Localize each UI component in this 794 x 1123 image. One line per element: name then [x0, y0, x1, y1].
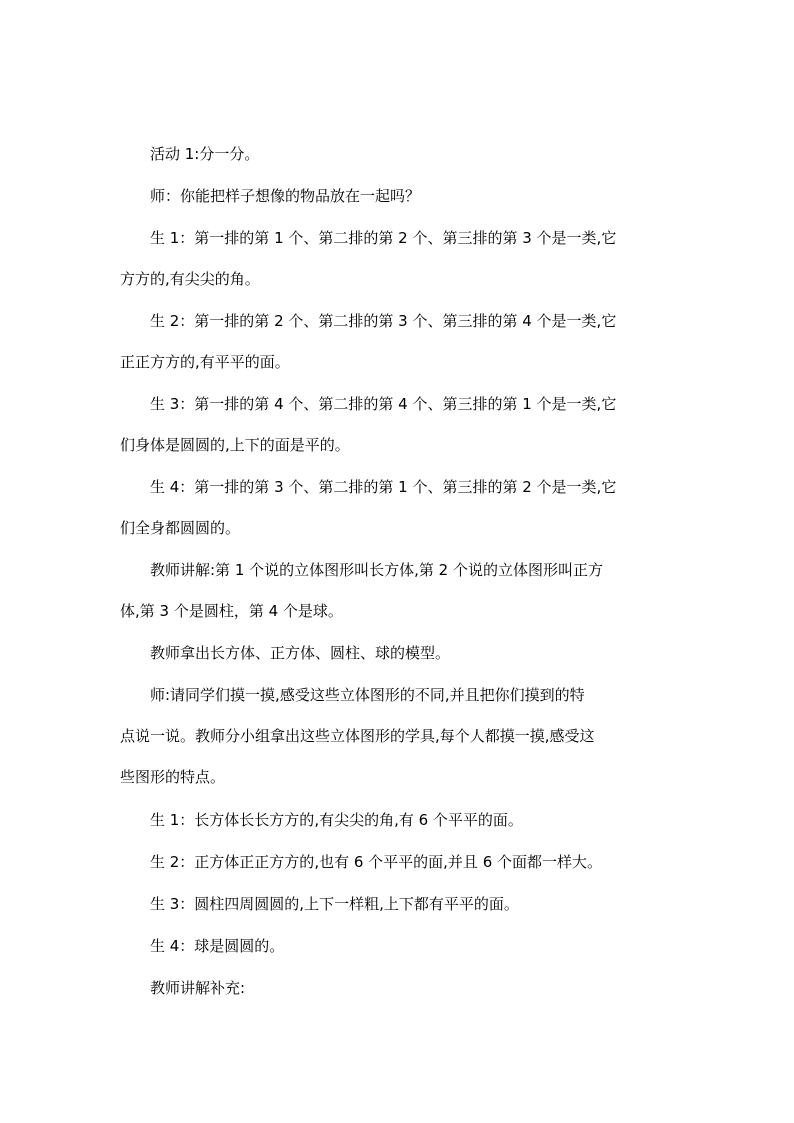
paragraph-student-4-answer [120, 467, 680, 549]
paragraph-student-4-sphere [120, 926, 680, 967]
paragraph-line: 师：你能把样子想像的物品放在一起吗？ [150, 187, 421, 205]
paragraph-teacher-question [120, 176, 680, 217]
paragraph-line: 教师拿出长方体、正方体、圆柱、球的模型。 [150, 644, 451, 662]
paragraph-line: 活动 1:分一分。 [150, 145, 260, 163]
paragraph-student-3-cylinder [120, 884, 680, 925]
paragraph-line: 生 2：正方体正正方方的,也有 6 个平平的面,并且 6 个面都一样大。 [150, 853, 603, 871]
paragraph-student-3-answer [120, 384, 680, 466]
paragraph-line: 们全身都圆圆的。 [120, 519, 241, 537]
paragraph-student-2-answer [120, 301, 680, 383]
paragraph-line: 生 1：第一排的第 1 个、第二排的第 2 个、第三排的第 3 个是一类,它 [150, 229, 617, 247]
paragraph-line: 方方的,有尖尖的角。 [120, 270, 260, 288]
paragraph-line: 生 4：第一排的第 3 个、第二排的第 1 个、第三排的第 2 个是一类,它 [150, 478, 617, 496]
paragraph-teacher-instruction [120, 675, 680, 798]
paragraph-teacher-models [120, 633, 680, 674]
paragraph-line: 教师讲解:第 1 个说的立体图形叫长方体,第 2 个说的立体图形叫正方 [150, 561, 603, 579]
paragraph-line: 教师讲解补充: [150, 979, 246, 997]
paragraph-teacher-explanation [120, 550, 680, 632]
paragraph-line: 生 1：长方体长长方方的,有尖尖的角,有 6 个平平的面。 [150, 811, 523, 829]
paragraph-activity-heading [120, 134, 680, 175]
paragraph-line: 们身体是圆圆的,上下的面是平的。 [120, 436, 350, 454]
paragraph-student-1-cuboid [120, 800, 680, 841]
paragraph-teacher-supplement [120, 968, 680, 1009]
paragraph-line: 正正方方的,有平平的面。 [120, 353, 290, 371]
paragraph-line: 生 3：第一排的第 4 个、第二排的第 4 个、第三排的第 1 个是一类,它 [150, 395, 617, 413]
paragraph-student-2-cube [120, 842, 680, 883]
paragraph-line: 体,第 3 个是圆柱，第 4 个是球。 [120, 602, 343, 620]
paragraph-line: 生 4：球是圆圆的。 [150, 937, 285, 955]
paragraph-student-1-answer [120, 218, 680, 300]
paragraph-line: 点说一说。教师分小组拿出这些立体图形的学具,每个人都摸一摸,感受这 [120, 727, 595, 745]
paragraph-line: 生 2：第一排的第 2 个、第二排的第 3 个、第三排的第 4 个是一类,它 [150, 312, 617, 330]
paragraph-line: 些图形的特点。 [120, 768, 226, 786]
paragraph-line: 生 3：圆柱四周圆圆的,上下一样粗,上下都有平平的面。 [150, 895, 519, 913]
paragraph-line: 师:请同学们摸一摸,感受这些立体图形的不同,并且把你们摸到的特 [150, 686, 585, 704]
